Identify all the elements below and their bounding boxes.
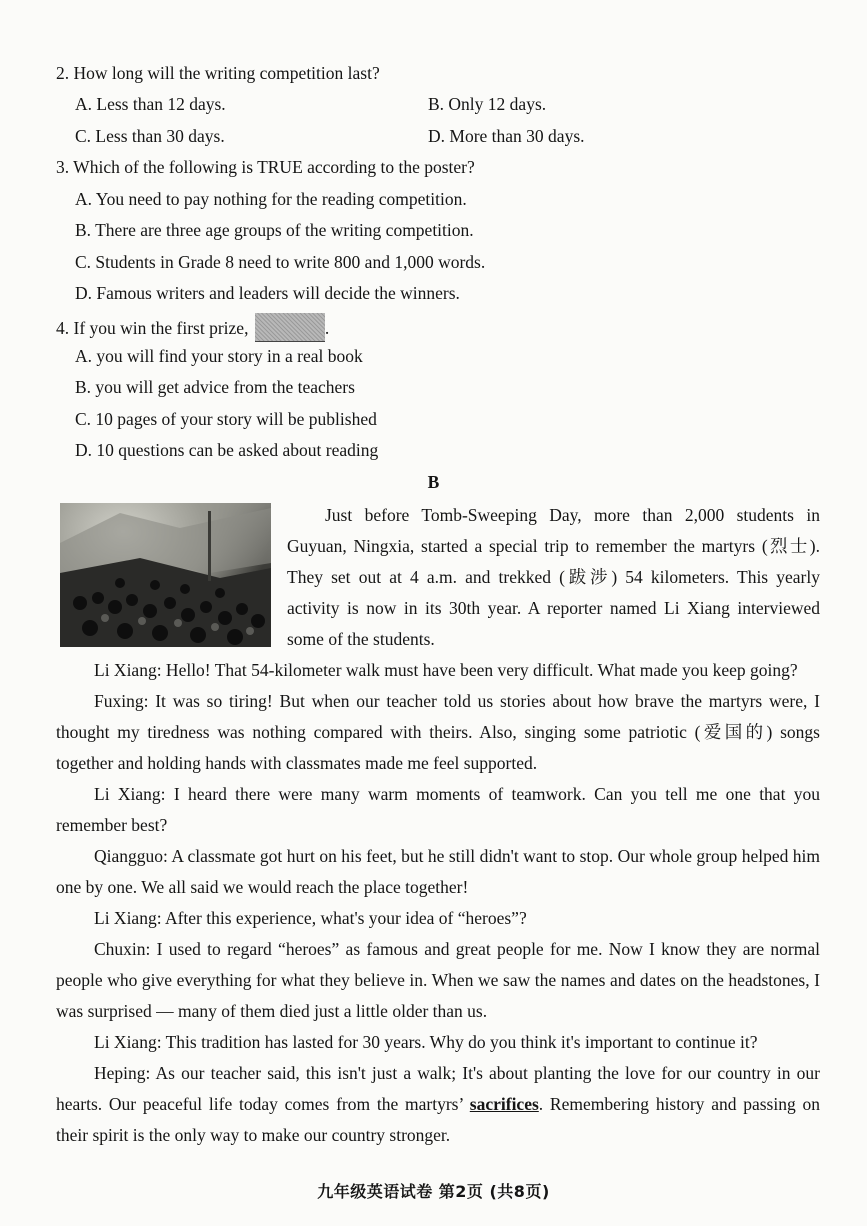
- photo-illustration: [60, 503, 271, 647]
- question-4-stem-text: 4. If you win the first prize,: [56, 318, 249, 338]
- students-trek-photo: [60, 503, 271, 647]
- question-2-stem: 2. How long will the writing competition last?: [56, 63, 380, 83]
- interview-paragraph: Qiangguo: A classmate got hurt on his feet, but he still didn't want to stop. Our whole group helped him one by one. We all said we would reach the place together!: [56, 846, 820, 897]
- interview-text: [56, 655, 820, 1151]
- last-paragraph-end: . Remembering history and passing on their spirit is the only way to make our country stronger.: [56, 1094, 820, 1145]
- question-2-option-c[interactable]: C. Less than 30 days.: [75, 126, 225, 146]
- interview-paragraph: Chuxin: I used to regard “heroes” as famous and great people for me. Now I know they are normal people who give everything for what they believe in. When we saw the names and dates on the headstones, I was surprised — many of them died just a little older than us.: [56, 939, 820, 1021]
- last-paragraph-start: Heping: As our teacher said, this isn't just a walk; It's about planting the love for our country in our hearts. Our peaceful life today comes from the martyrs’: [56, 1063, 820, 1114]
- question-2-option-d[interactable]: D. More than 30 days.: [428, 126, 585, 146]
- question-4-option-c[interactable]: C. 10 pages of your story will be published: [75, 409, 377, 429]
- question-3-option-b[interactable]: B. There are three age groups of the writing competition.: [75, 220, 474, 240]
- question-3-stem: 3. Which of the following is TRUE according to the poster?: [56, 157, 475, 177]
- interview-paragraph: Li Xiang: Hello! That 54-kilometer walk must have been very difficult. What made you keep going?: [94, 660, 798, 680]
- question-4-stem: [56, 313, 329, 342]
- question-3-option-c[interactable]: C. Students in Grade 8 need to write 800 and 1,000 words.: [75, 252, 486, 272]
- interview-paragraph-last: [56, 1058, 820, 1151]
- question-3-option-d[interactable]: D. Famous writers and leaders will decide the winners.: [75, 283, 460, 303]
- section-b-heading: B: [427, 472, 440, 492]
- interview-paragraph: Li Xiang: After this experience, what's your idea of “heroes”?: [94, 908, 527, 928]
- page-footer: 九年级英语试卷 第2页 (共8页): [317, 1182, 550, 1201]
- question-4-stem-end: .: [324, 318, 330, 338]
- answer-blank[interactable]: [255, 313, 325, 342]
- interview-paragraph: Fuxing: It was so tiring! But when our teacher told us stories about how brave the martyrs were, I thought my tiredness was nothing compared with theirs. Also, singing some patriotic (爱国的) songs together and holding hands with classmates made me feel supported.: [56, 691, 820, 773]
- interview-paragraph: Li Xiang: I heard there were many warm moments of teamwork. Can you tell me one that you remember best?: [56, 784, 820, 835]
- question-4-option-a[interactable]: A. you will find your story in a real book: [75, 346, 363, 366]
- question-4-option-d[interactable]: D. 10 questions can be asked about reading: [75, 440, 379, 460]
- question-3-option-a[interactable]: A. You need to pay nothing for the reading competition.: [75, 189, 467, 209]
- question-4-option-b[interactable]: B. you will get advice from the teachers: [75, 377, 355, 397]
- section-b-lead-paragraph: Just before Tomb-Sweeping Day, more than 2,000 students in Guyuan, Ningxia, started a special trip to remember the martyrs (烈士). They set out at 4 a.m. and trekked (跋涉) 54 kilometers. This yearly activity is now in its 30th year. A reporter named Li Xiang interviewed some of the students.: [287, 505, 820, 649]
- underlined-word-sacrifices: sacrifices: [469, 1094, 539, 1114]
- question-2-option-b[interactable]: B. Only 12 days.: [428, 94, 547, 114]
- question-2-option-a[interactable]: A. Less than 12 days.: [75, 94, 226, 114]
- interview-paragraph: Li Xiang: This tradition has lasted for 30 years. Why do you think it's important to continue it?: [94, 1032, 758, 1052]
